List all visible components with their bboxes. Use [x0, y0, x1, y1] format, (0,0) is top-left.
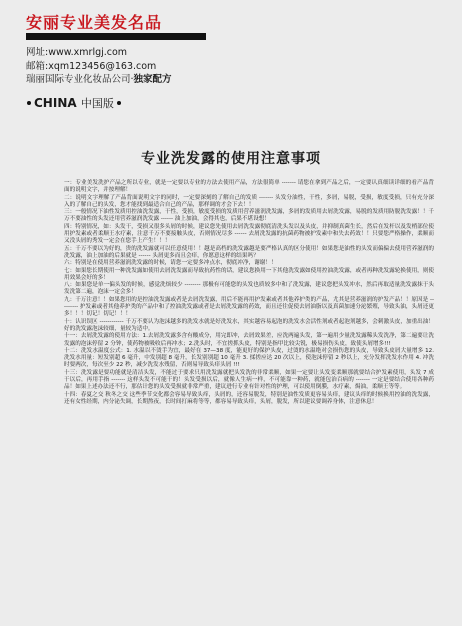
- paragraph: 六：特别是在使用营养滋润洗发露的时候，请您一定要多冲点水，彻底冲净，谢谢！！: [64, 260, 277, 267]
- bullet-dot-icon: [117, 101, 121, 105]
- paragraph: 三：一般情况下油性发质用控油洗发露，干性，受损，敏度受损的发质用营养滋润洗发露，多屑的发质用去屑洗发露，易脱的发质用防脱洗发露！！千万不要油性的头发还用营养滋润洗发露 ------ 油上加油，会得其也，后果不堪设想！: [64, 209, 434, 223]
- china-edition: [24, 95, 124, 111]
- bullet-dot-icon: [27, 101, 31, 105]
- paragraph: 十一：去屑洗发露的使用方法：1.去屑洗发露多含有酸成分，用完即冲，去屑效果差，应洗两遍头发，第一遍用少量洗发露稀头发洗净，第二遍要让洗发露的泡沫停留 2 分钟，使药物被吸收后再冲水；2.洗头时，不宜搓抓头皮，特别是指甲比较尖锐，极易损伤头皮，致使头屑增多!!!: [64, 333, 434, 347]
- china-cn: 中国版: [80, 97, 114, 110]
- website-line: 网址:www.xmrlgj.com: [26, 47, 128, 58]
- paragraph: 四：特别情况，如：头发干，受损又很多头屑的时候，建议您先使用去屑洗发露彻底清洗头发以及头皮，并抑制真菌生长，然后在发杆以及发梢部位使用护发素或者柔顺王水疗素，注意千万不要接触头皮，否则情况尽多 ------ 去屑洗发露的抗菌药物被护发素中和失去药效！！只要您严格操作，柔顺而又没头屑的秀发一定会在您手上产生！！！: [64, 223, 434, 245]
- paragraph: 八：如果您是单一偏头发的时候，感觉洗烦较少 -------- 那极有可能您的头发也质较多中和了洗发露，建议您把头发冲水，然后再取适量洗发露抹于头发洗第二遍，泡沫一定会多！: [64, 282, 434, 296]
- contact-info: [26, 46, 172, 87]
- paragraph: 九：千万注意！！如果您用的是控油洗发露或者是去屑洗发露，用后不能再用护发素或者其他养护类的产品，尤其是营养滋润的护发产品！！原因是 --------- 护发素或者其他养护类的产品中和了控油洗发露或者是去屑洗发露的药效，而且还往促使去屑油脂以及真菌加速分泌繁殖，导致头油，头屑还更多！！！切记！切记！！！: [64, 296, 434, 318]
- paragraph: 一：专业美发洗护产品之所以专业，就是一定要以专业的方法去使用产品，方法很简单 ------- 请您在拿到产品之后，一定要认真细读详细的看产品背面的说明文字，并按理解！: [64, 180, 434, 194]
- paragraph: 十三：洗发露是要功能就是清洁头发，不能过于要求只用洗发露就把头发洗的非常柔顺，如果一定要让头发变柔顺那就要结合护发素使用，头发 7 成干以后，再用手指 ------- 这样头发不可能干的！头发受损以后，就像人生病一样，不可能靠一种药，就能包治百病的 ------- 一定是要结合使用各种药品！如果上述办法还不行，那估计您的头发受损就非常严重，建议进行专业有针对性的护理，可以使用倒膜，水疗素，焗油，柔顺王等等。: [64, 369, 434, 391]
- company-name: 瑞丽国际专业化妆品公司·: [26, 74, 134, 85]
- china-en: CHINA: [34, 96, 77, 110]
- paragraph: 十：认识误区 ------------ 千万不要认为泡沫越多的洗发水就是好洗发水，其实越容易起泡的洗发水会活性剂或者起泡剂越多，会刺激头皮，加重出油！好的洗发露泡沫较细，量较为适中。: [64, 318, 434, 332]
- paragraph: 七：如果您长期使用一种洗发露如使用去屑洗发露而导致抗药性的话，建议您换用一下其他洗发露如使用控油洗发露，或者再种洗发露轮换使用，则使用效果会好的多！: [64, 267, 434, 281]
- article-body: [64, 180, 434, 406]
- email-line: 邮箱:xqm123456@163.com: [26, 60, 157, 72]
- paragraph: 二：说明文字理解了产品背面说明文字的同时，一定要深刻的了解自己的发质 ------- 头发分油性，干性，多屑，易脱，受损，敏度受损，只有充分深入的了解自己的头发，您才能找到最适合自己的产品，那样调的才会下去！！: [64, 194, 434, 208]
- company-tagline: 独家配方: [133, 74, 172, 85]
- paragraph: 十四：春夏之交 秋冬之交 这些季节交化都会容易导致头痒，头屑的，还容易脱发，特别是油性发质更容易头痒，建议头痒的时候换用控油的洗发露，还有女性经期，内分泌失调，长期熬夜，长时间打麻将等等，都容易导致头痒，头屑，脱发，所以建议要调养身体，注意休息！: [64, 391, 434, 405]
- article-title: 专业洗发露的使用注意事项: [141, 151, 321, 167]
- paragraph: 十二：洗发水温度公式：1. 水温以不烫手为宜，最好在 37—38 度，能更好的保护头皮，过烫的水温绝对会损伤您的头皮，导致头皮屑大量增多 12. 洗发水用量：短发别超 6 毫升，中发别超 8 毫升，长发别别超 10 毫升 3. 揉搓应达 20 次以上，使泡沫停留 2 秒以上，充分发挥洗发水作用 4. 冲洗时要两次，每次至少 22 秒，减少洗发水残留，否则易导致头痒头屑 !!!: [64, 347, 434, 369]
- brand-title: 安丽专业美发名品: [26, 13, 163, 32]
- header-rule: [26, 33, 206, 40]
- company-line: [26, 73, 172, 87]
- paragraph: 五：千万不要以为好的，贵的洗发露就可以任意使用！！越是高档的洗发露越是要严格认真的区分使用！如果您是油性的头发而偏偏去使用营养滋润的洗发露，油上加油的后果就是 ------ 头屑更多而且会痒，你愿意这样的结果吗？: [64, 245, 434, 259]
